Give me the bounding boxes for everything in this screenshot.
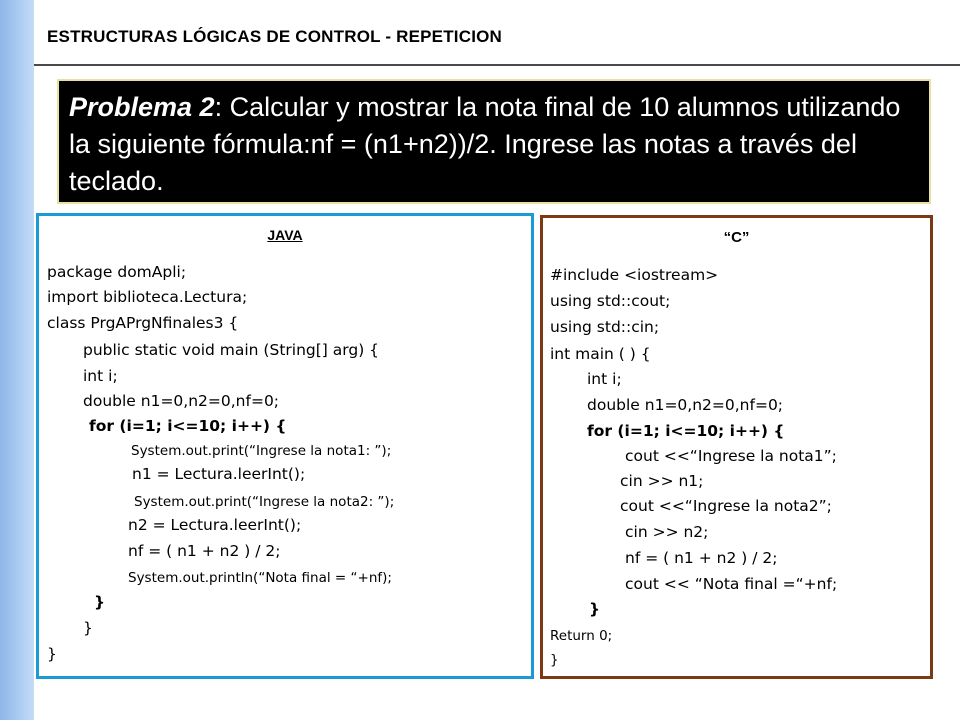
c-code-line: cout << “Nota final =“+nf; xyxy=(625,575,838,593)
c-panel-heading: “C” xyxy=(723,229,750,246)
java-code-line: System.out.print(“Ingrese la nota1: ”); xyxy=(131,443,392,459)
c-code-line: } xyxy=(589,600,601,618)
c-code-line: using std::cout; xyxy=(550,292,671,310)
c-code-panel xyxy=(540,215,933,679)
c-code-line: Return 0; xyxy=(550,628,613,644)
c-code-line: int main ( ) { xyxy=(550,345,651,363)
c-code-line: cout <<“Ingrese la nota1”; xyxy=(625,447,837,465)
java-heading-text: JAVA xyxy=(267,227,303,243)
header-divider xyxy=(34,64,960,66)
problem-text: : Calcular y mostrar la nota final de 10 alumnos utilizando la siguiente fórmula:nf = (n1+n2))/2. Ingrese las notas a través del teclado. xyxy=(69,92,901,196)
problem-statement-box xyxy=(57,79,931,204)
java-code-panel xyxy=(36,213,534,679)
java-code-line: } xyxy=(83,619,93,637)
c-code-line: cin >> n1; xyxy=(620,472,704,490)
c-code-line: #include <iostream> xyxy=(550,266,719,284)
java-code-line: import biblioteca.Lectura; xyxy=(47,288,248,306)
java-panel-heading xyxy=(39,227,531,243)
java-code-line: } xyxy=(94,593,106,611)
c-code-line: nf = ( n1 + n2 ) / 2; xyxy=(625,549,778,567)
java-code-line: double n1=0,n2=0,nf=0; xyxy=(83,392,280,410)
java-code-line: public static void main (String[] arg) { xyxy=(83,341,380,359)
slide-header-title: ESTRUCTURAS LÓGICAS DE CONTROL - REPETICION xyxy=(47,27,503,46)
c-code-line: cout <<“Ingrese la nota2”; xyxy=(620,497,832,515)
java-code-line: int i; xyxy=(83,367,118,385)
c-code-line: using std::cin; xyxy=(550,318,660,336)
c-code-line: } xyxy=(550,652,559,668)
java-code-line: n2 = Lectura.leerInt(); xyxy=(128,516,302,534)
c-code-line: double n1=0,n2=0,nf=0; xyxy=(587,396,784,414)
java-code-line: System.out.print(“Ingrese la nota2: ”); xyxy=(134,494,395,510)
c-code-line: int i; xyxy=(587,370,622,388)
java-code-line: package domApli; xyxy=(47,263,187,281)
java-code-line: for (i=1; i<=10; i++) { xyxy=(89,417,287,435)
java-code-line: System.out.println(“Nota final = “+nf); xyxy=(128,570,392,586)
c-code-line: cin >> n2; xyxy=(625,523,709,541)
java-code-line: n1 = Lectura.leerInt(); xyxy=(132,465,306,483)
left-accent-bar xyxy=(0,0,34,720)
java-code-line: class PrgAPrgNfinales3 { xyxy=(47,314,239,332)
java-code-line: nf = ( n1 + n2 ) / 2; xyxy=(128,542,281,560)
c-code-line: for (i=1; i<=10; i++) { xyxy=(587,422,785,440)
java-code-line: } xyxy=(47,645,57,663)
problem-label: Problema 2 xyxy=(69,92,215,122)
